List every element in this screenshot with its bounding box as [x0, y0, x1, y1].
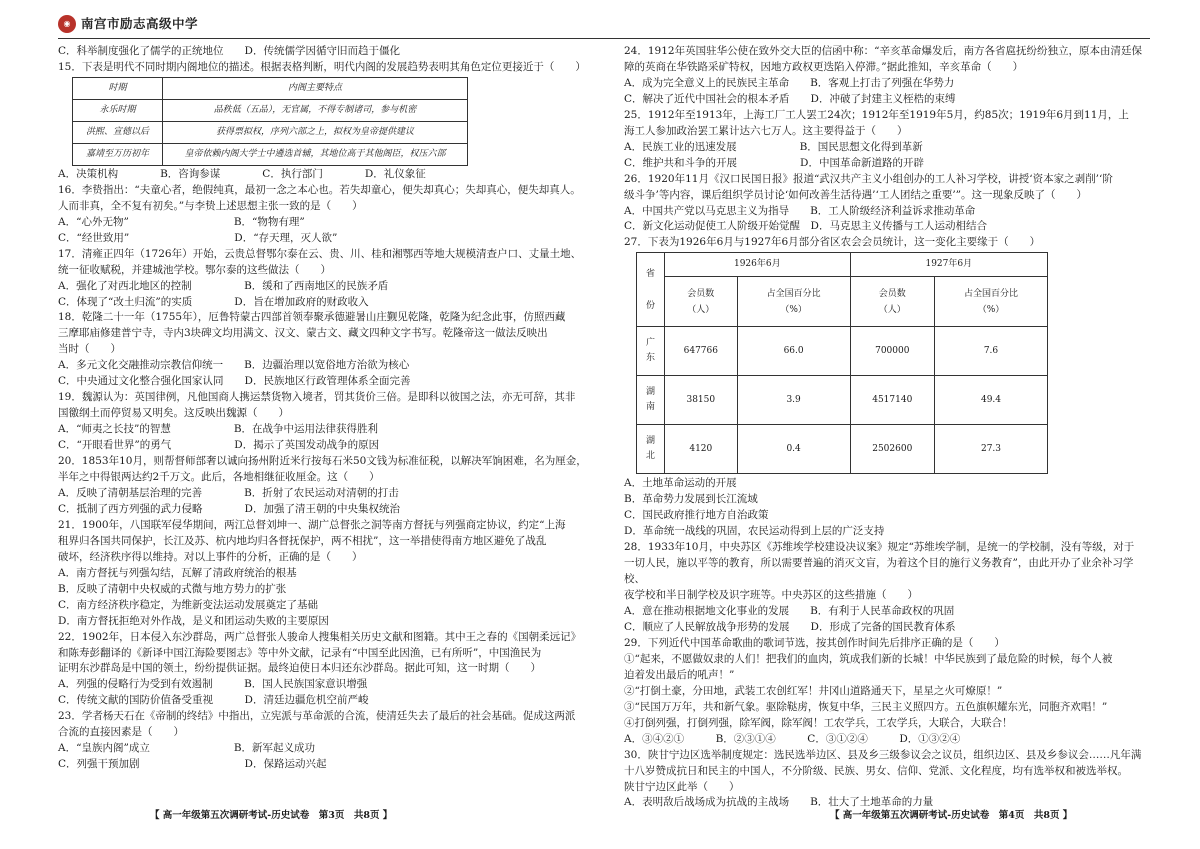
school-seal-icon: ◉: [58, 15, 76, 33]
text-line: 夜学校和半日制学校及识字班等。中央苏区的这些措施（ ）: [624, 589, 918, 602]
text-line: A．表明敌后战场成为抗战的主战场 B．壮大了土地革命的力量: [624, 796, 934, 809]
table-subheader: 会员数 （人）: [665, 277, 738, 327]
text-line: A．中国共产党以马克思主义为指导 B．工人阶级经济利益诉求推动革命: [624, 204, 976, 217]
text-line: 租界归各国共同保护，长江及苏、杭内地均归各督抚保护，两不相扰”，这一举措使得南方地区避免了战乱: [58, 534, 547, 547]
text-line: 19．魏源认为：英国律例，凡他国商人携运禁货物入境者，罚其货价三倍。是即科以彼国之法，亦无可辞，其非: [58, 391, 576, 404]
table-subheader: 占全国百分比 （%）: [737, 277, 850, 327]
table-row: 广 东 647766 66.0 700000 7.6: [637, 327, 1048, 376]
text-line: 国徼纲土而停贸易又明矣。这反映出魏源（ ）: [58, 407, 289, 420]
table-subheader: 占全国百分比 （%）: [934, 277, 1047, 327]
text-line: ①“起来，不愿做奴隶的人们！把我们的血肉，筑成我们新的长城！中华民族到了最危险的时候，每个人被: [624, 652, 1113, 665]
header-rule: [58, 38, 1150, 39]
school-name: 南宫市励志高级中学: [81, 16, 199, 31]
text-line: 三摩耶庙修建普宁寺，寺内3块碑文均用满文、汉文、蒙古文、藏文四种文字书写。乾隆帝这一做法反映出: [58, 327, 548, 340]
text-line: ③“民国万万年，共和新气象。驱除鞑虏，恢复中华，三民主义照四方。五色旗帜耀东光，同胞齐欢唱！”: [624, 700, 1108, 713]
text-line: 30．陕甘宁边区选举制度规定：选民选举边区、县及乡三级参议会之议员，组织边区、县及乡参议会……凡年满: [624, 748, 1142, 761]
text-line: A．③④②① B．②③①④ C．③①②④ D．①③②④: [624, 732, 961, 745]
text-line: B．反映了清朝中央权威的式微与地方势力的扩张: [58, 582, 287, 595]
text-line: 24．1912年英国驻华公使在致外交大臣的信函中称：“辛亥革命爆发后，南方各省扈抚纷纷独立，原本由清廷保: [624, 45, 1142, 57]
text-line: 23．学者杨天石在《帝制的终结》中指出，立宪派与革命派的合流，使清廷失去了最后的社会基础。促成这两派: [58, 710, 576, 723]
table-header-year: 1926年6月: [665, 253, 851, 277]
text-line: B．革命势力发展到长江流域: [624, 493, 758, 506]
text-line: ④打倒列强，打倒列强，除军阀，除军阀！工农学兵，工农学兵，大联合，大联合！: [624, 716, 1013, 729]
text-line: 25．1912年至1913年，上海工厂工人罢工24次；1912年至1919年5月，约85次；1919年6月到11月，上: [624, 108, 1129, 121]
text-line: A．“师夷之长技”的智慧 B．在战争中运用法律获得胜利: [58, 423, 379, 436]
text-line: A．强化了对西北地区的控制 B．缓和了西南地区的民族矛盾: [58, 279, 389, 292]
left-question-block: [58, 167, 588, 773]
footer-left: 【 高一年级第五次调研考试-历史试卷 第3页 共8页 】: [150, 810, 393, 821]
text-line: C．列强干预加剧 D．保路运动兴起: [58, 758, 327, 771]
page-4-column: [624, 44, 1152, 811]
text-line: 统一征收赋税，并建城池学校。鄂尔泰的这些做法（ ）: [58, 263, 331, 276]
text-line: 级斗争’等内容，课后组织学员讨论‘如何改善生活待遇’‘工人团结之重要’”。这一现象反映了（ ）: [624, 188, 1088, 201]
text-line: C．“经世致用” D．“存天理，灭人欲”: [58, 231, 338, 244]
text-line: 破坏，经济秩序得以维持。对以上事件的分析，正确的是（ ）: [58, 550, 363, 563]
text-line: 17．清雍正四年（1726年）开始，云贵总督鄂尔泰在云、贵、川、桂和湘鄂西等地大规模清查户口、丈量土地、: [58, 247, 582, 260]
text-line: C．中央通过文化整合强化国家认同 D．民族地区行政管理体系全面完善: [58, 375, 411, 388]
text-line: 半年之中得银两达约2千万文。此后，各地相继征收厘金。这（ ）: [58, 471, 380, 484]
text-line: 20．1853年10月，则帮督师部奢以诚向扬州附近米行按每石米50文钱为标准征税，以解决军饷困难，名为厘金，: [58, 455, 587, 468]
text-line: 18．乾隆二十一年（1755年），厄鲁特蒙古四部首领奉聚承德避暑山庄觐见乾隆，乾隆为纪念此事，仿照西藏: [58, 311, 566, 324]
text-line: A．民族工业的迅速发展 B．国民思想文化得到革新: [624, 140, 923, 153]
text-line: D．革命统一战线的巩固，农民运动得到上层的广泛支持: [624, 525, 885, 538]
text-line: C．体现了“改土归流”的实质 D．旨在增加政府的财政收入: [58, 295, 369, 308]
text-line: 人而非真，全不复有初矣。”与李贽上述思想主张一致的是（ ）: [58, 199, 363, 212]
text-line: 16．李贽指出：“夫童心者，绝假纯真，最初一念之本心也。若失却童心，便失却真心；失却真心，便失却真人。: [58, 183, 581, 196]
text-line: 和陈寿彭翻译的《新译中国江海险要图志》等中外文献，记录有“中国至此因渔，已有所听”，中国渔民为: [58, 646, 542, 659]
text-line: C．新文化运动促使工人阶级开始觉醒 D．马克思主义传播与工人运动相结合: [624, 220, 987, 233]
page-3-column: [58, 44, 588, 773]
table-row: 洪熙、宣德以后 获得票拟权，序列六部之上，拟权为皇帝提供建议: [73, 121, 468, 143]
text-line: A．反映了清朝基层治理的完善 B．折射了农民运动对清朝的打击: [58, 486, 399, 499]
text-line: C．传统文献的国防价值备受重视 D．清廷边疆危机空前严峻: [58, 694, 369, 707]
right-question-block-a: [624, 44, 1152, 251]
text-line: 21．1900年，八国联军侵华期间，两江总督刘坤一、湖广总督张之洞等南方督抚与列强商定协议，约定“上海: [58, 518, 566, 531]
text-line: D．南方督抚拒绝对外作战，是义和团运动失败的主要原因: [58, 614, 329, 627]
peasant-association-table: [636, 252, 1048, 474]
table-row: 湖 北 4120 0.4 2502600 27.3: [637, 425, 1048, 474]
text-line: 28．1933年10月，中央苏区《苏维埃学校建设决议案》规定“苏维埃学制，是统一的学校制，没有等级，对于: [624, 541, 1135, 554]
text-line: 证明东沙群岛是中国的领土，纷纷提供证据。最终迫使日本归还东沙群岛。据此可知，这一时期（ ）: [58, 662, 541, 675]
text-line: A．“皇族内阁”成立 B．新军起义成功: [58, 742, 316, 755]
text-line: 一切人民，施以平等的教育，所以需要普遍的消灭文盲，为着这个目的施行义务教育”，由此开办了业余补习学校、: [624, 557, 1134, 586]
table-row: 湖 南 38150 3.9 4517140 49.4: [637, 376, 1048, 425]
text-line: 陕甘宁边区此举（ ）: [624, 780, 740, 793]
text-line: C．科举制度强化了儒学的正统地位 D．传统儒学因循守旧而趋于僵化: [58, 45, 400, 57]
text-line: C．国民政府推行地方自治政策: [624, 509, 769, 522]
text-line: 29．下列近代中国革命歌曲的歌词节选，按其创作时间先后排序正确的是（ ）: [624, 636, 1005, 649]
text-line: A．南方督抚与列强勾结，瓦解了清政府统治的根基: [58, 566, 297, 579]
text-line: A．多元文化交融推动宗教信仰统一 B．边疆治理以宽俗地方治欲为核心: [58, 359, 410, 372]
text-line: 合流的直接因素是（ ）: [58, 726, 184, 739]
footer-right: 【 高一年级第五次调研考试-历史试卷 第4页 共8页 】: [830, 810, 1073, 821]
text-line: C．南方经济秩序稳定，为维新变法运动发展奠定了基础: [58, 598, 319, 611]
right-question-block-b: [624, 476, 1152, 811]
text-line: 十八岁赞成抗日和民主的中国人，不分阶级、民族、男女、信仰、党派、文化程度，均有选举权和被选举权。: [624, 764, 1128, 777]
cabinet-table: [72, 77, 468, 166]
text-line: 15．下表是明代不同时期内阁地位的描述。根据表格判断，明代内阁的发展趋势表明其角色定位更接近于（ ）: [58, 60, 586, 73]
table-row: 永乐时期 品秩低（五品），无官属，不得专制诸司，参与机密: [73, 99, 468, 121]
text-line: 障的英商在华铁路采矿特权，因地方政权更迭陷入停滞。”据此推知，辛亥革命（ ）: [624, 60, 1024, 73]
table-subheader: 会员数 （人）: [850, 277, 934, 327]
text-line: A．决策机构 B．咨询参谋 C．执行部门 D．礼仪象征: [58, 167, 426, 180]
school-logo: [58, 14, 198, 33]
table-header: 内阁主要特点: [163, 77, 468, 99]
table-header-province: 省 份: [637, 253, 665, 327]
text-line: A．列强的侵略行为受到有效遏制 B．国人民族国家意识增强: [58, 678, 368, 691]
table-row: 嘉靖至万历初年 皇帝依赖内阁大学士中遴选首辅，其地位高于其他阁臣，权压六部: [73, 143, 468, 165]
text-line: 当时（ ）: [58, 343, 121, 356]
text-line: 迫着发出最后的吼声！”: [624, 668, 735, 681]
text-line: A．成为完全意义上的民族民主革命 B．客观上打击了列强在华势力: [624, 76, 955, 89]
text-line: 26．1920年11月《汉口民国日报》报道“武汉共产主义小组创办的工人补习学校，讲授‘资本家之剥削’‘阶: [624, 172, 1113, 185]
text-line: C．“开眼看世界”的勇气 D．揭示了英国发动战争的原因: [58, 439, 380, 452]
text-line: A．“心外无物” B．“物物有理”: [58, 215, 305, 228]
text-line: 22．1902年，日本侵入东沙群岛，两广总督张人骏命人搜集相关历史文献和图籍。其中王之春的《国朝柔远记》: [58, 630, 582, 643]
text-line: 27．下表为1926年6月与1927年6月部分省区农会会员统计，这一变化主要缘于（ ）: [624, 236, 1041, 249]
text-line: C．抵制了西方列强的武力侵略 D．加强了清王朝的中央集权统治: [58, 502, 400, 515]
text-line: C．解决了近代中国社会的根本矛盾 D．冲破了封建主义桎梏的束缚: [624, 92, 956, 105]
text-line: ②“打倒土豪，分田地，武装工农创红军！井冈山道路通天下，星星之火可燎原！”: [624, 684, 1003, 697]
text-line: A．意在推动根据地文化事业的发展 B．有利于人民革命政权的巩固: [624, 605, 955, 618]
text-line: A．土地革命运动的开展: [624, 477, 737, 490]
text-line: C．顺应了人民解放战争形势的发展 D．形成了完备的国民教育体系: [624, 620, 956, 633]
table-header-year: 1927年6月: [850, 253, 1047, 277]
table-header: 时期: [73, 77, 163, 99]
text-line: 海工人参加政治罢工累计达六七万人。这主要得益于（ ）: [624, 124, 908, 137]
text-line: C．维护共和斗争的开展 D．中国革命新道路的开辟: [624, 156, 924, 169]
